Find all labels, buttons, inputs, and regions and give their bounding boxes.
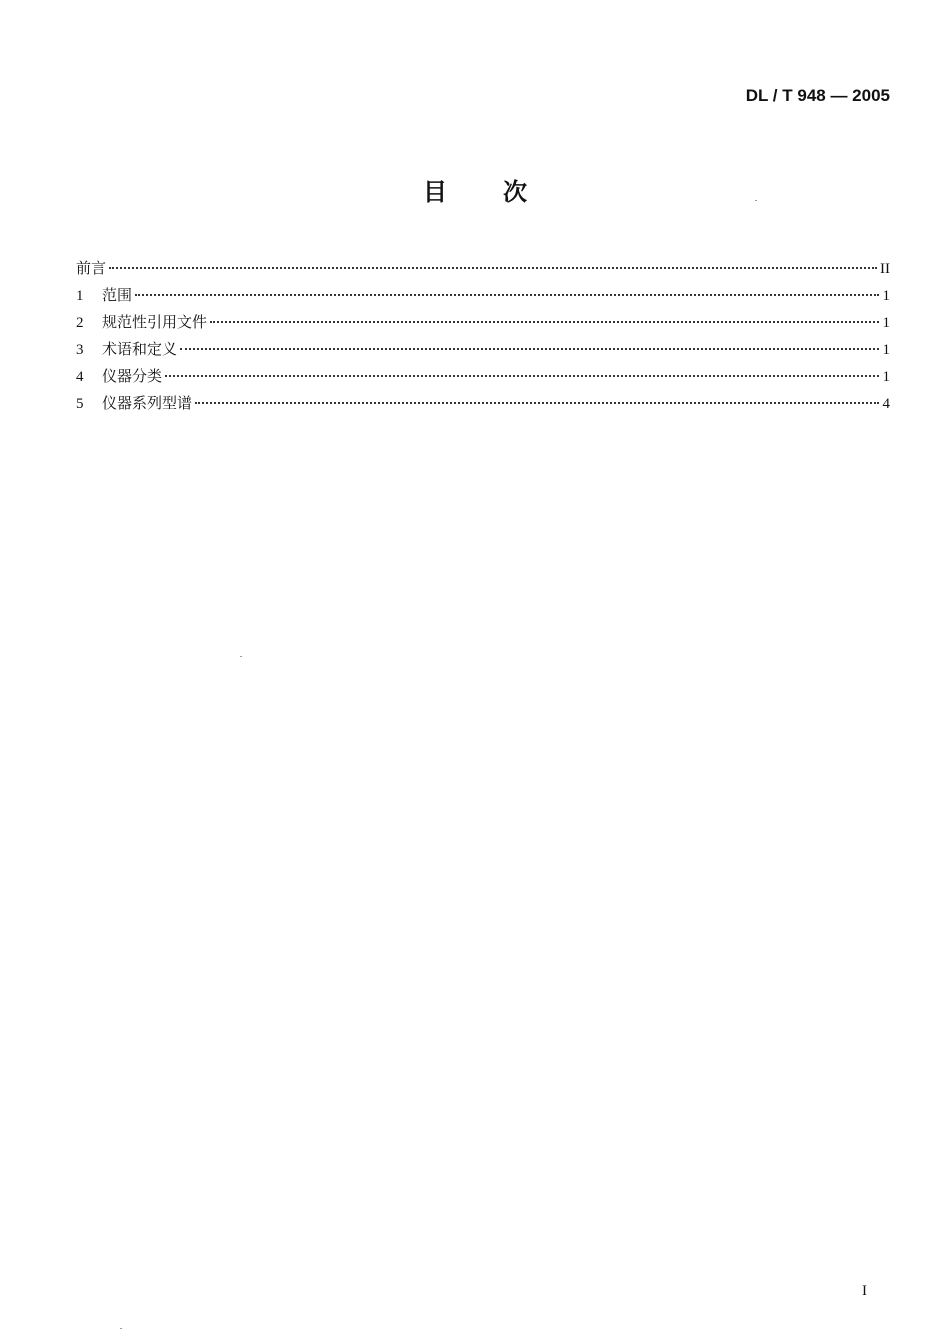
scan-speck — [240, 656, 242, 657]
toc-entry-label: 规范性引用文件 — [102, 313, 208, 331]
toc-entry-series-spectrum[interactable] — [76, 393, 890, 420]
toc-entry-label: 术语和定义 — [102, 340, 178, 358]
toc-entry-classification[interactable] — [76, 366, 890, 393]
toc-entry-number: 1 — [76, 288, 84, 304]
toc-dot-leader — [210, 321, 879, 323]
scan-speck — [755, 200, 757, 201]
toc-entry-number: 3 — [76, 342, 84, 358]
toc-entry-number: 5 — [76, 396, 84, 412]
toc-entry-label: 仪器系列型谱 — [102, 394, 193, 412]
standard-code: DL / T 948 — 2005 — [745, 86, 890, 105]
toc-entry-page: 1 — [882, 369, 890, 385]
table-of-contents — [76, 258, 890, 420]
toc-entry-normative-references[interactable] — [76, 312, 890, 339]
toc-entry-page: 1 — [882, 288, 890, 304]
toc-entry-terms-definitions[interactable] — [76, 339, 890, 366]
toc-entry-page: 4 — [882, 396, 890, 412]
toc-entry-page: II — [880, 261, 890, 277]
toc-entry-label: 前言 — [76, 259, 107, 277]
toc-entry-page: 1 — [882, 342, 890, 358]
toc-dot-leader — [180, 348, 879, 350]
toc-dot-leader — [165, 375, 879, 377]
scan-speck — [120, 1328, 122, 1329]
toc-entry-preface[interactable] — [76, 258, 890, 285]
toc-entry-number: 4 — [76, 369, 84, 385]
toc-entry-page: 1 — [882, 315, 890, 331]
toc-entry-number: 2 — [76, 315, 84, 331]
toc-entry-label: 仪器分类 — [102, 367, 163, 385]
toc-dot-leader — [109, 267, 877, 269]
toc-entry-label: 范围 — [102, 286, 133, 304]
toc-dot-leader — [135, 294, 879, 296]
page-number: I — [862, 1283, 867, 1299]
page-title: 目次 — [423, 178, 583, 206]
toc-entry-scope[interactable] — [76, 285, 890, 312]
toc-dot-leader — [195, 402, 879, 404]
